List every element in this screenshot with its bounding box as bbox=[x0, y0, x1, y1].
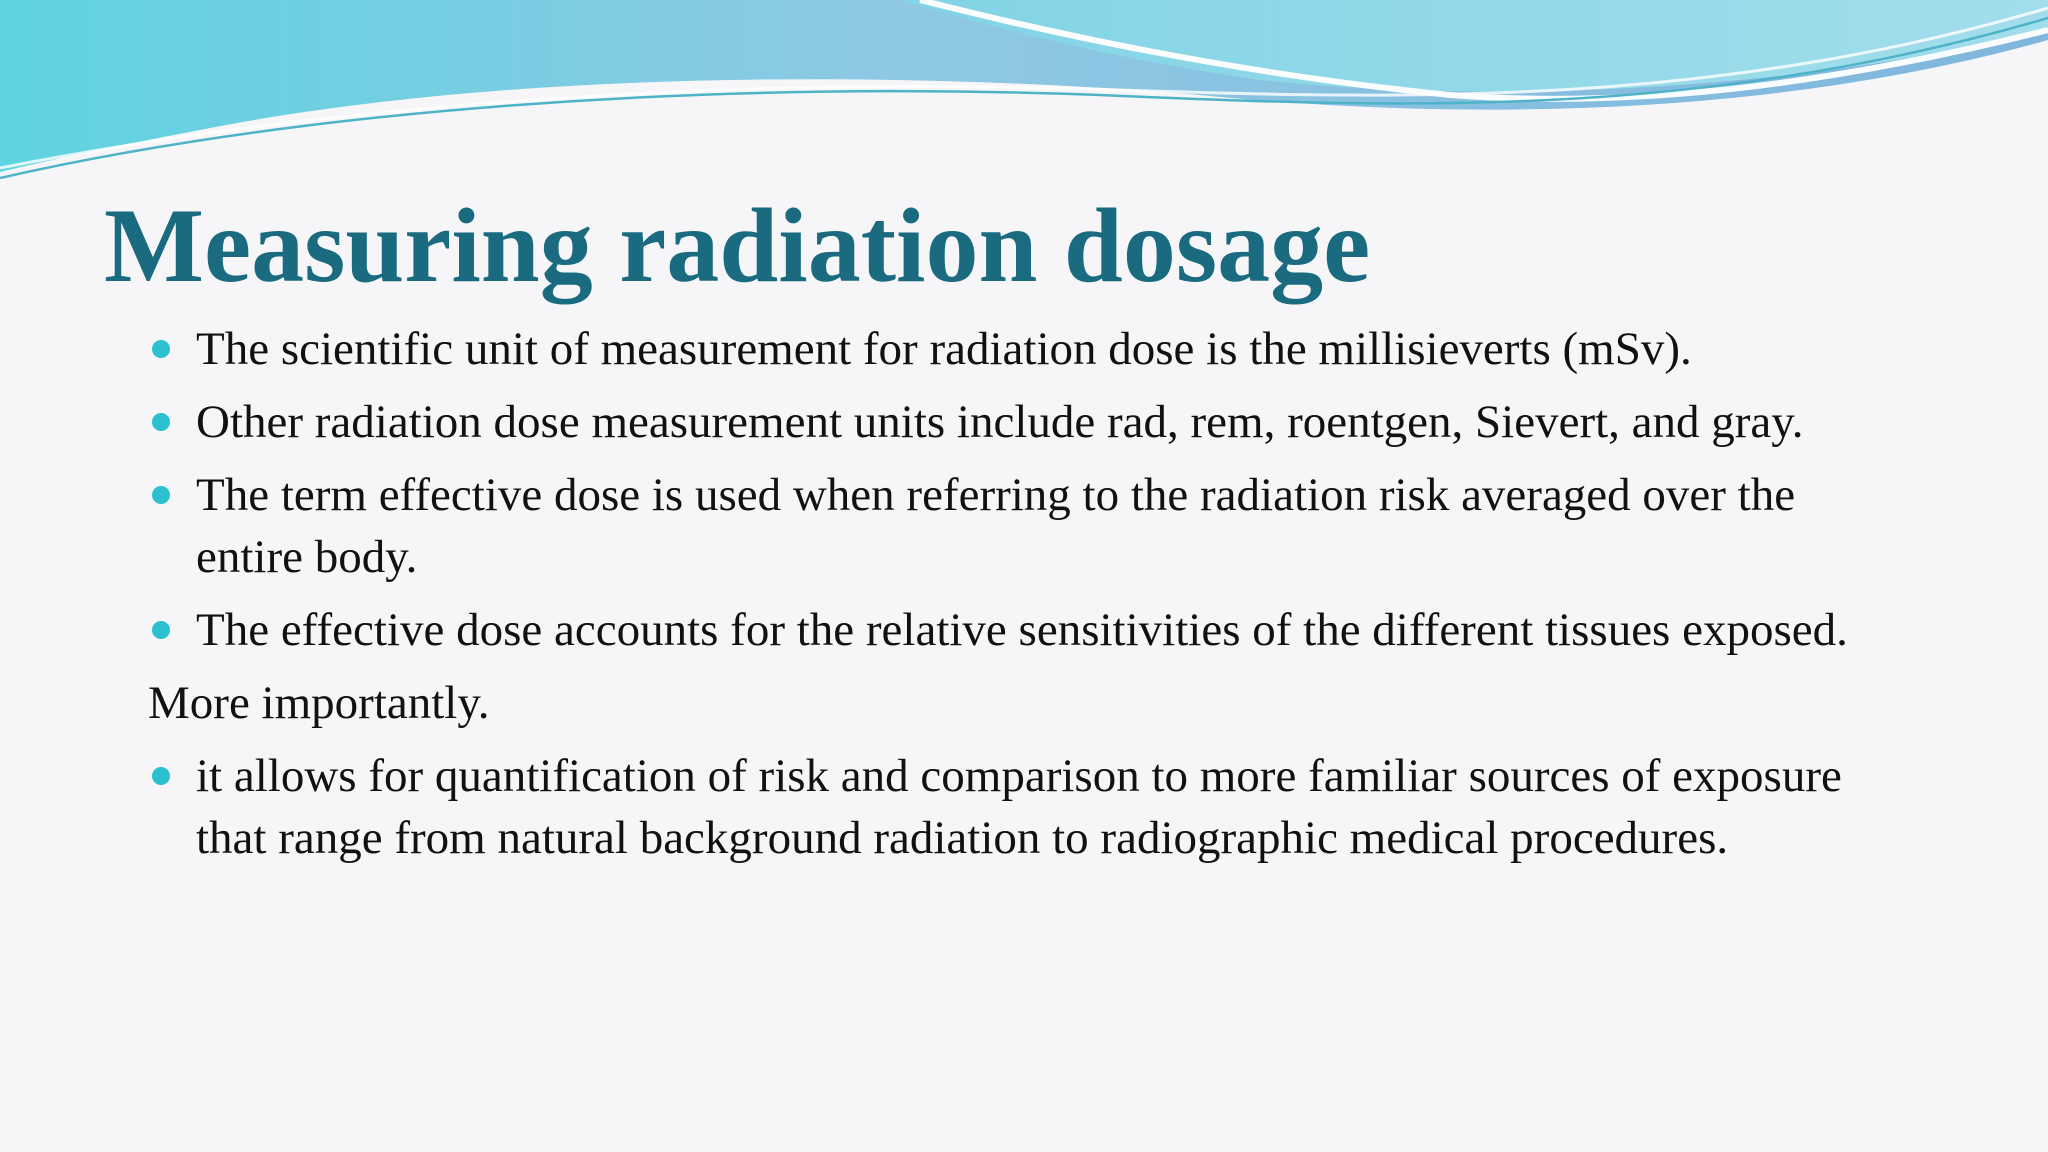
bullet-item bbox=[148, 464, 1908, 588]
slide-title: Measuring radiation dosage bbox=[104, 187, 1371, 304]
bullet-text: The term effective dose is used when referring to the radiation risk averaged over the entire body. bbox=[196, 469, 1796, 583]
bullet-dot-icon bbox=[152, 767, 170, 785]
bullet-text: it allows for quantification of risk and comparison to more familiar sources of exposure that range from natural background radiation to radiographic medical procedures. bbox=[196, 750, 1842, 864]
bullet-item bbox=[148, 599, 1908, 661]
bullet-dot-icon bbox=[152, 413, 170, 431]
slide-body bbox=[148, 318, 1908, 880]
bullet-dot-icon bbox=[152, 486, 170, 504]
header-wave-decoration bbox=[0, 0, 2048, 200]
bullet-text: The scientific unit of measurement for radiation dose is the millisieverts (mSv). bbox=[196, 323, 1692, 375]
bullet-item bbox=[148, 745, 1908, 869]
bullet-dot-icon bbox=[152, 340, 170, 358]
bullet-text: The effective dose accounts for the relative sensitivities of the different tissues exposed. bbox=[196, 604, 1848, 656]
bullet-item bbox=[148, 391, 1908, 453]
bullet-item bbox=[148, 318, 1908, 380]
bullet-text: Other radiation dose measurement units include rad, rem, roentgen, Sievert, and gray. bbox=[196, 396, 1804, 448]
bullet-dot-icon bbox=[152, 621, 170, 639]
plain-line: More importantly. bbox=[148, 677, 490, 729]
